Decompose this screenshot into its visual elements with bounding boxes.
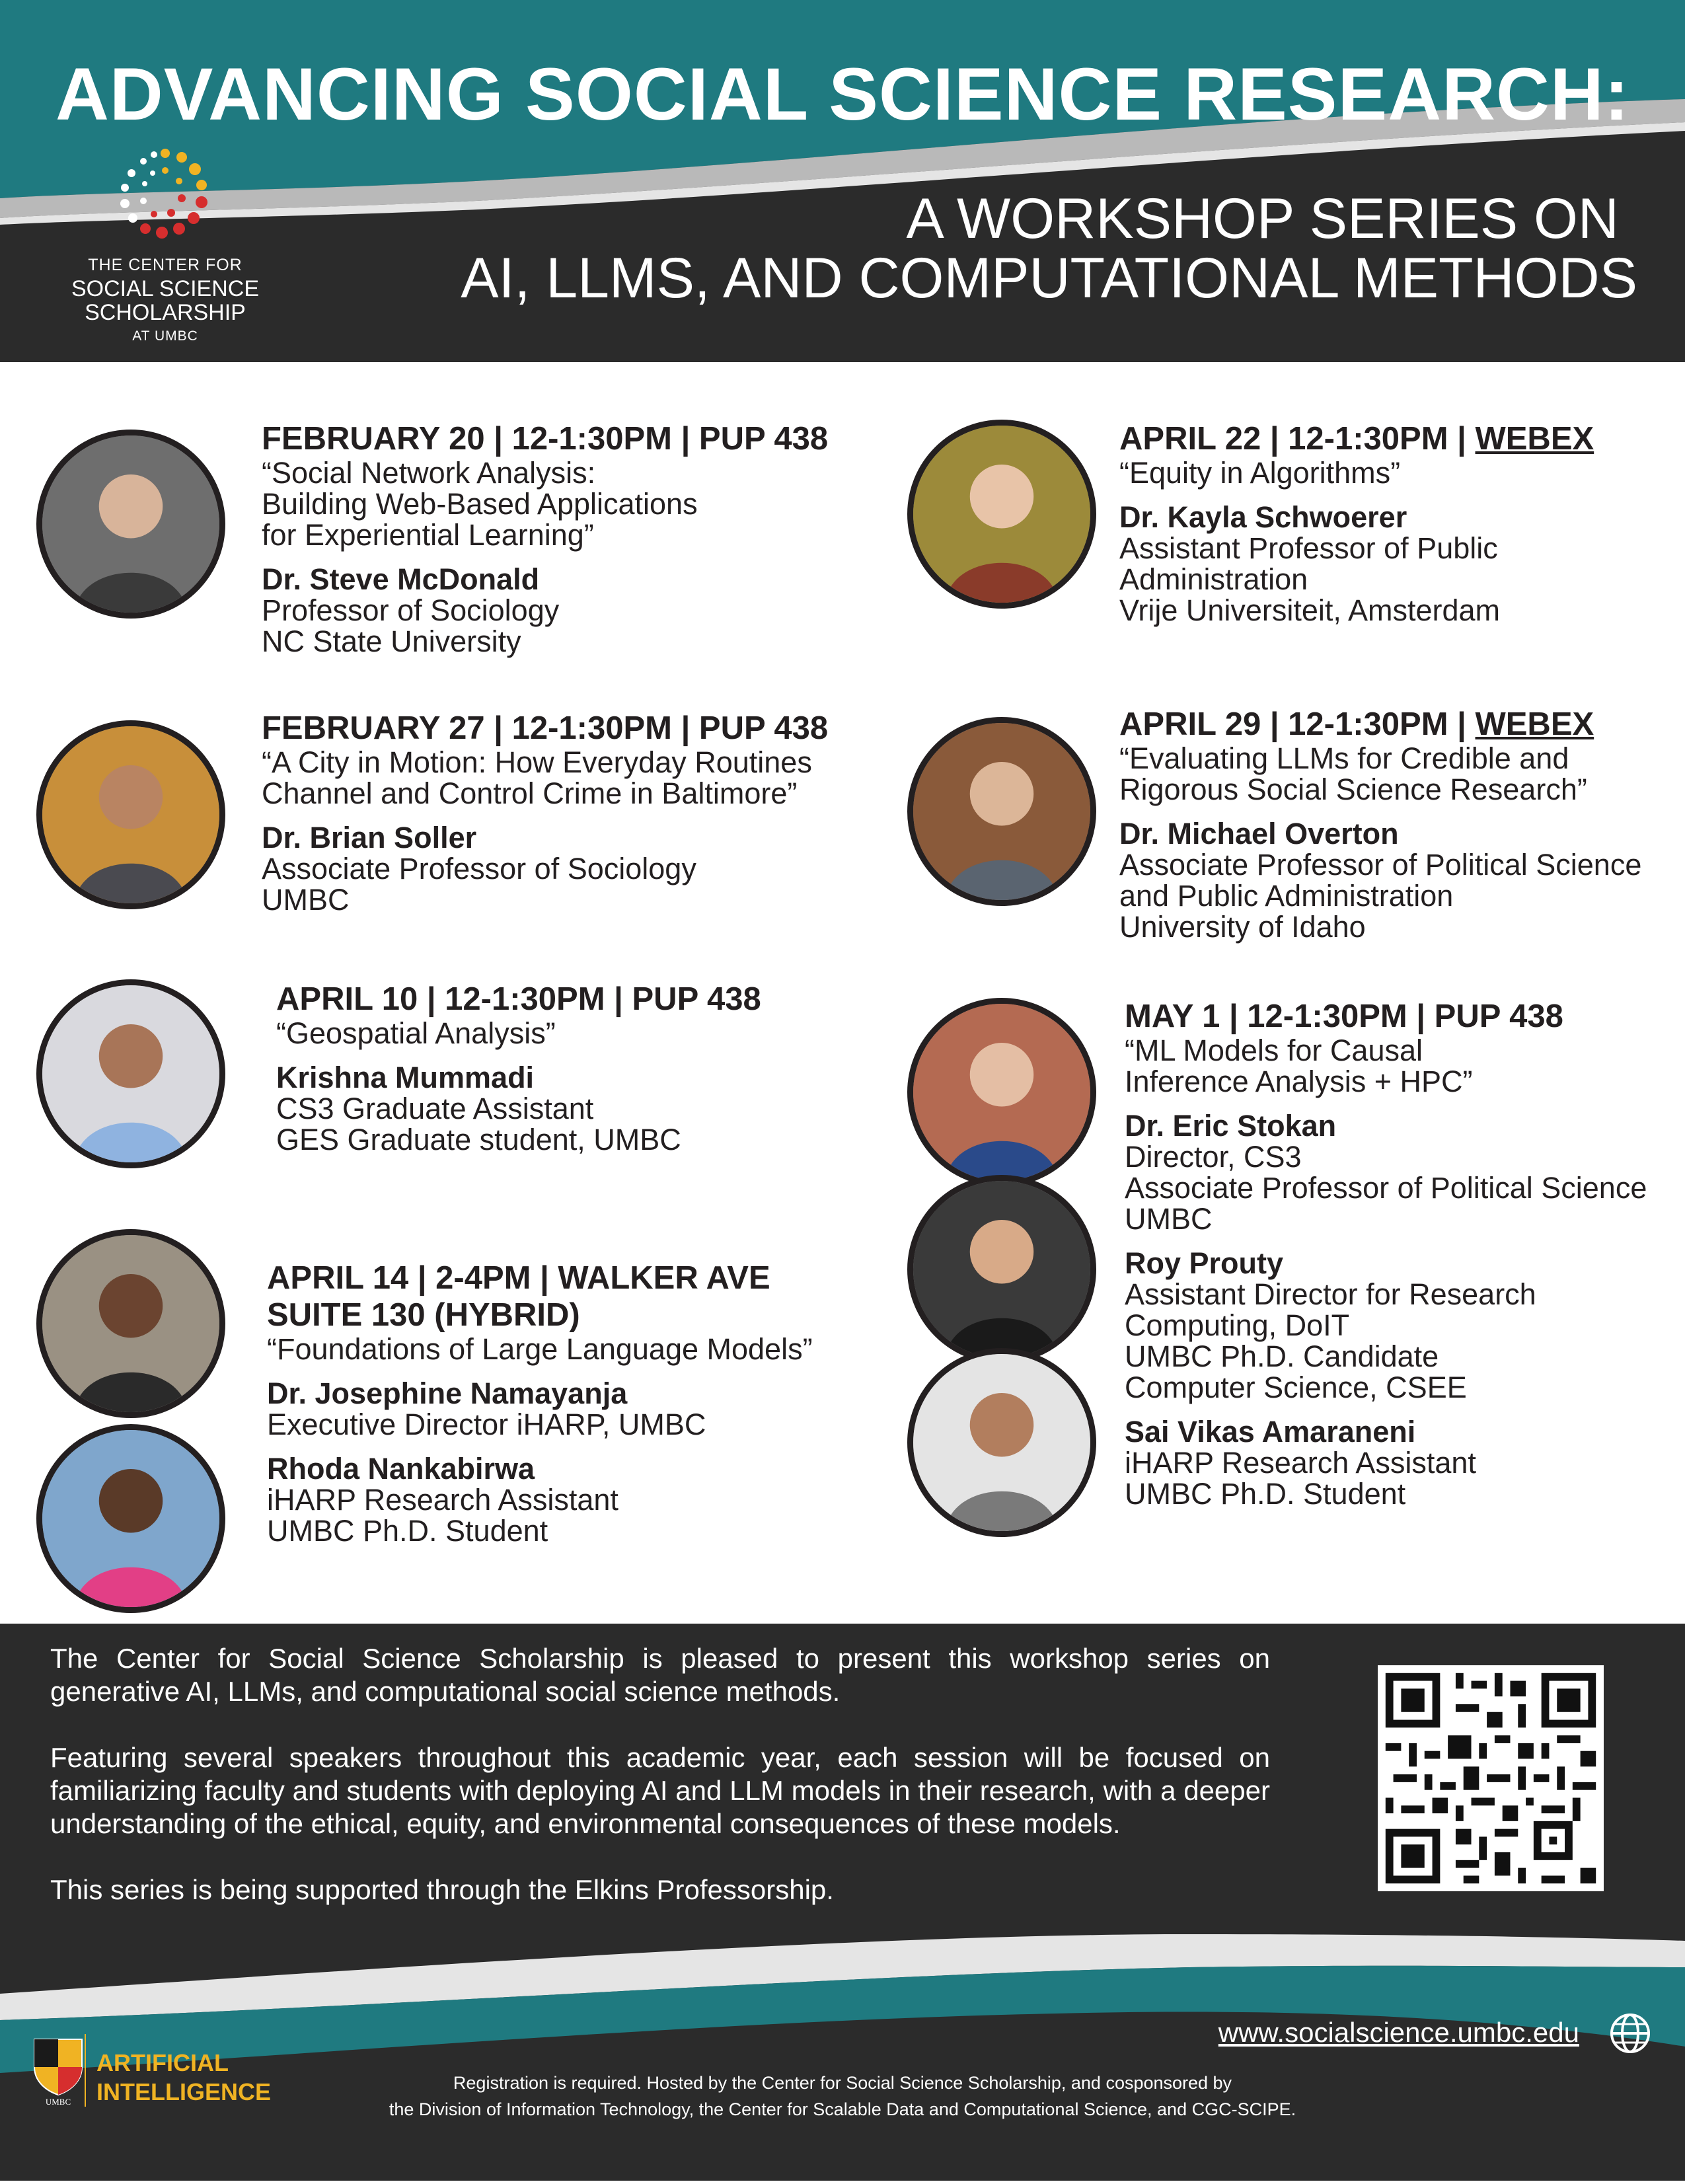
speaker-affiliation: University of Idaho xyxy=(1119,910,1366,944)
session-may-1 xyxy=(1125,998,1647,1509)
speaker-affiliation: UMBC Ph.D. Student xyxy=(1125,1477,1406,1511)
session-title-line: “A City in Motion: How Everyday Routines xyxy=(262,745,812,779)
session-title-line: “Equity in Algorithms” xyxy=(1119,456,1401,490)
speaker-affiliation: iHARP Research Assistant xyxy=(267,1483,618,1517)
speaker-affiliation: Associate Professor of Sociology xyxy=(262,852,696,885)
series-description xyxy=(50,1642,1270,1939)
speaker-affiliation: CS3 Graduate Assistant xyxy=(276,1092,594,1125)
session-date: APRIL 22 | 12-1:30PM | WEBEX xyxy=(1119,421,1594,457)
speaker-name: Sai Vikas Amaraneni xyxy=(1125,1415,1416,1449)
session-title-line: “Social Network Analysis: xyxy=(262,456,596,490)
ai-logo-text: ARTIFICIAL INTELLIGENCE xyxy=(96,2049,272,2105)
session-apr-10 xyxy=(276,981,761,1155)
speaker-photo-rhoda-nankabirwa xyxy=(36,1424,225,1613)
speaker-name: Dr. Michael Overton xyxy=(1119,817,1399,850)
speaker-affiliation: Director, CS3 xyxy=(1125,1140,1302,1174)
speaker-photo-michael-overton xyxy=(907,717,1096,906)
website-link[interactable]: www.socialscience.umbc.edu xyxy=(1218,2017,1579,2048)
speaker-affiliation: Associate Professor of Political Science xyxy=(1125,1171,1647,1205)
page-subtitle-line2: AI, LLMS, AND COMPUTATIONAL METHODS xyxy=(461,246,1637,310)
session-title-line: “Foundations of Large Language Models” xyxy=(267,1332,813,1366)
speaker-name: Dr. Josephine Namayanja xyxy=(267,1376,628,1410)
speaker-photo-roy-prouty xyxy=(907,1175,1096,1364)
speaker-affiliation: Assistant Director for Research xyxy=(1125,1277,1536,1311)
session-title-line: “Geospatial Analysis” xyxy=(276,1016,556,1050)
session-title-line: “Evaluating LLMs for Credible and xyxy=(1119,741,1569,775)
page-title: ADVANCING SOCIAL SCIENCE RESEARCH: xyxy=(55,53,1630,135)
speaker-photo-krishna-mummadi xyxy=(36,979,225,1168)
center-logo-text: THE CENTER FOR SOCIAL SCIENCE SCHOLARSHIP AT UMBC xyxy=(71,256,260,344)
speaker-affiliation: Computing, DoIT xyxy=(1125,1308,1350,1342)
speaker-photo-steve-mcdonald xyxy=(36,430,225,619)
speaker-affiliation: UMBC Ph.D. Candidate xyxy=(1125,1339,1439,1373)
session-title-line: “ML Models for Causal xyxy=(1125,1034,1423,1067)
session-date: FEBRUARY 20 | 12-1:30PM | PUP 438 xyxy=(262,421,829,457)
session-apr-22 xyxy=(1119,420,1594,626)
session-feb-20 xyxy=(262,420,828,657)
speaker-photo-kayla-schwoerer xyxy=(907,420,1096,609)
speaker-affiliation: UMBC xyxy=(262,883,350,917)
speaker-affiliation: Computer Science, CSEE xyxy=(1125,1371,1467,1404)
description-paragraph: The Center for Social Science Scholarship is pleased to present this workshop series on generative AI, LLMs, and computational social science methods. xyxy=(50,1643,1270,1707)
session-apr-14 xyxy=(267,1260,813,1546)
speaker-photo-eric-stokan xyxy=(907,998,1096,1187)
session-date-line1: APRIL 14 | 2-4PM | WALKER AVE xyxy=(267,1260,770,1296)
session-title-line: Inference Analysis + HPC” xyxy=(1125,1065,1473,1098)
speaker-affiliation: Executive Director iHARP, UMBC xyxy=(267,1408,706,1441)
speaker-affiliation: Assistant Professor of Public xyxy=(1119,531,1498,565)
session-feb-27 xyxy=(262,710,828,915)
speaker-affiliation: Associate Professor of Political Science xyxy=(1119,848,1642,882)
speaker-affiliation: Vrije Universiteit, Amsterdam xyxy=(1119,593,1500,627)
speaker-affiliation: NC State University xyxy=(262,624,521,658)
qr-code-icon xyxy=(1378,1665,1604,1891)
webex-link[interactable]: WEBEX xyxy=(1475,706,1594,742)
speaker-name: Dr. Steve McDonald xyxy=(262,562,540,596)
registration-note: Registration is required. Hosted by the Center for Social Science Scholarship, and cosponsored by the Division of Information Technology, the Center for Scalable Data and Computational Science, and CGC-SCIPE. xyxy=(389,2073,1296,2119)
speaker-name: Roy Prouty xyxy=(1125,1246,1284,1280)
speaker-photo-josephine-namayanja xyxy=(36,1229,225,1418)
speaker-affiliation: and Public Administration xyxy=(1119,879,1454,913)
speaker-name: Dr. Brian Soller xyxy=(262,821,477,854)
session-date: APRIL 10 | 12-1:30PM | PUP 438 xyxy=(276,981,761,1017)
speaker-name: Dr. Eric Stokan xyxy=(1125,1109,1337,1143)
session-title-line: Rigorous Social Science Research” xyxy=(1119,772,1587,806)
speaker-affiliation: GES Graduate student, UMBC xyxy=(276,1123,681,1156)
description-paragraph: This series is being supported through the Elkins Professorship. xyxy=(50,1874,834,1905)
speaker-affiliation: Professor of Sociology xyxy=(262,593,560,627)
speaker-affiliation: UMBC xyxy=(1125,1202,1213,1236)
session-title-line: Channel and Control Crime in Baltimore” xyxy=(262,776,798,810)
speaker-name: Rhoda Nankabirwa xyxy=(267,1452,535,1486)
speaker-affiliation: iHARP Research Assistant xyxy=(1125,1446,1476,1480)
page-subtitle-line1: A WORKSHOP SERIES ON xyxy=(906,187,1619,250)
session-date-line2: SUITE 130 (HYBRID) xyxy=(267,1297,580,1333)
speaker-photo-sai-vikas-amaraneni xyxy=(907,1348,1096,1537)
speaker-name: Krishna Mummadi xyxy=(276,1061,535,1094)
session-title-line: for Experiential Learning” xyxy=(262,518,594,552)
speaker-name: Dr. Kayla Schwoerer xyxy=(1119,500,1407,534)
session-title-line: Building Web-Based Applications xyxy=(262,487,698,521)
speaker-affiliation: UMBC Ph.D. Student xyxy=(267,1514,548,1548)
speaker-photo-brian-soller xyxy=(36,720,225,909)
session-date: FEBRUARY 27 | 12-1:30PM | PUP 438 xyxy=(262,710,829,746)
session-date: MAY 1 | 12-1:30PM | PUP 438 xyxy=(1125,998,1563,1034)
session-apr-29 xyxy=(1119,706,1641,942)
webex-link[interactable]: WEBEX xyxy=(1475,421,1594,457)
globe-icon xyxy=(1609,2012,1651,2054)
center-logo-icon xyxy=(109,144,221,250)
session-date: APRIL 29 | 12-1:30PM | WEBEX xyxy=(1119,706,1594,742)
registration-qr-code[interactable] xyxy=(1378,1665,1604,1891)
svg-text:UMBC: UMBC xyxy=(45,2097,71,2107)
speaker-affiliation: Administration xyxy=(1119,562,1308,596)
description-paragraph: Featuring several speakers throughout this academic year, each session will be focused on familiarizing faculty and students with deploying AI and LLM models in their research, with a deeper understanding of the ethical, equity, and environmental consequences of these models. xyxy=(50,1742,1270,1839)
